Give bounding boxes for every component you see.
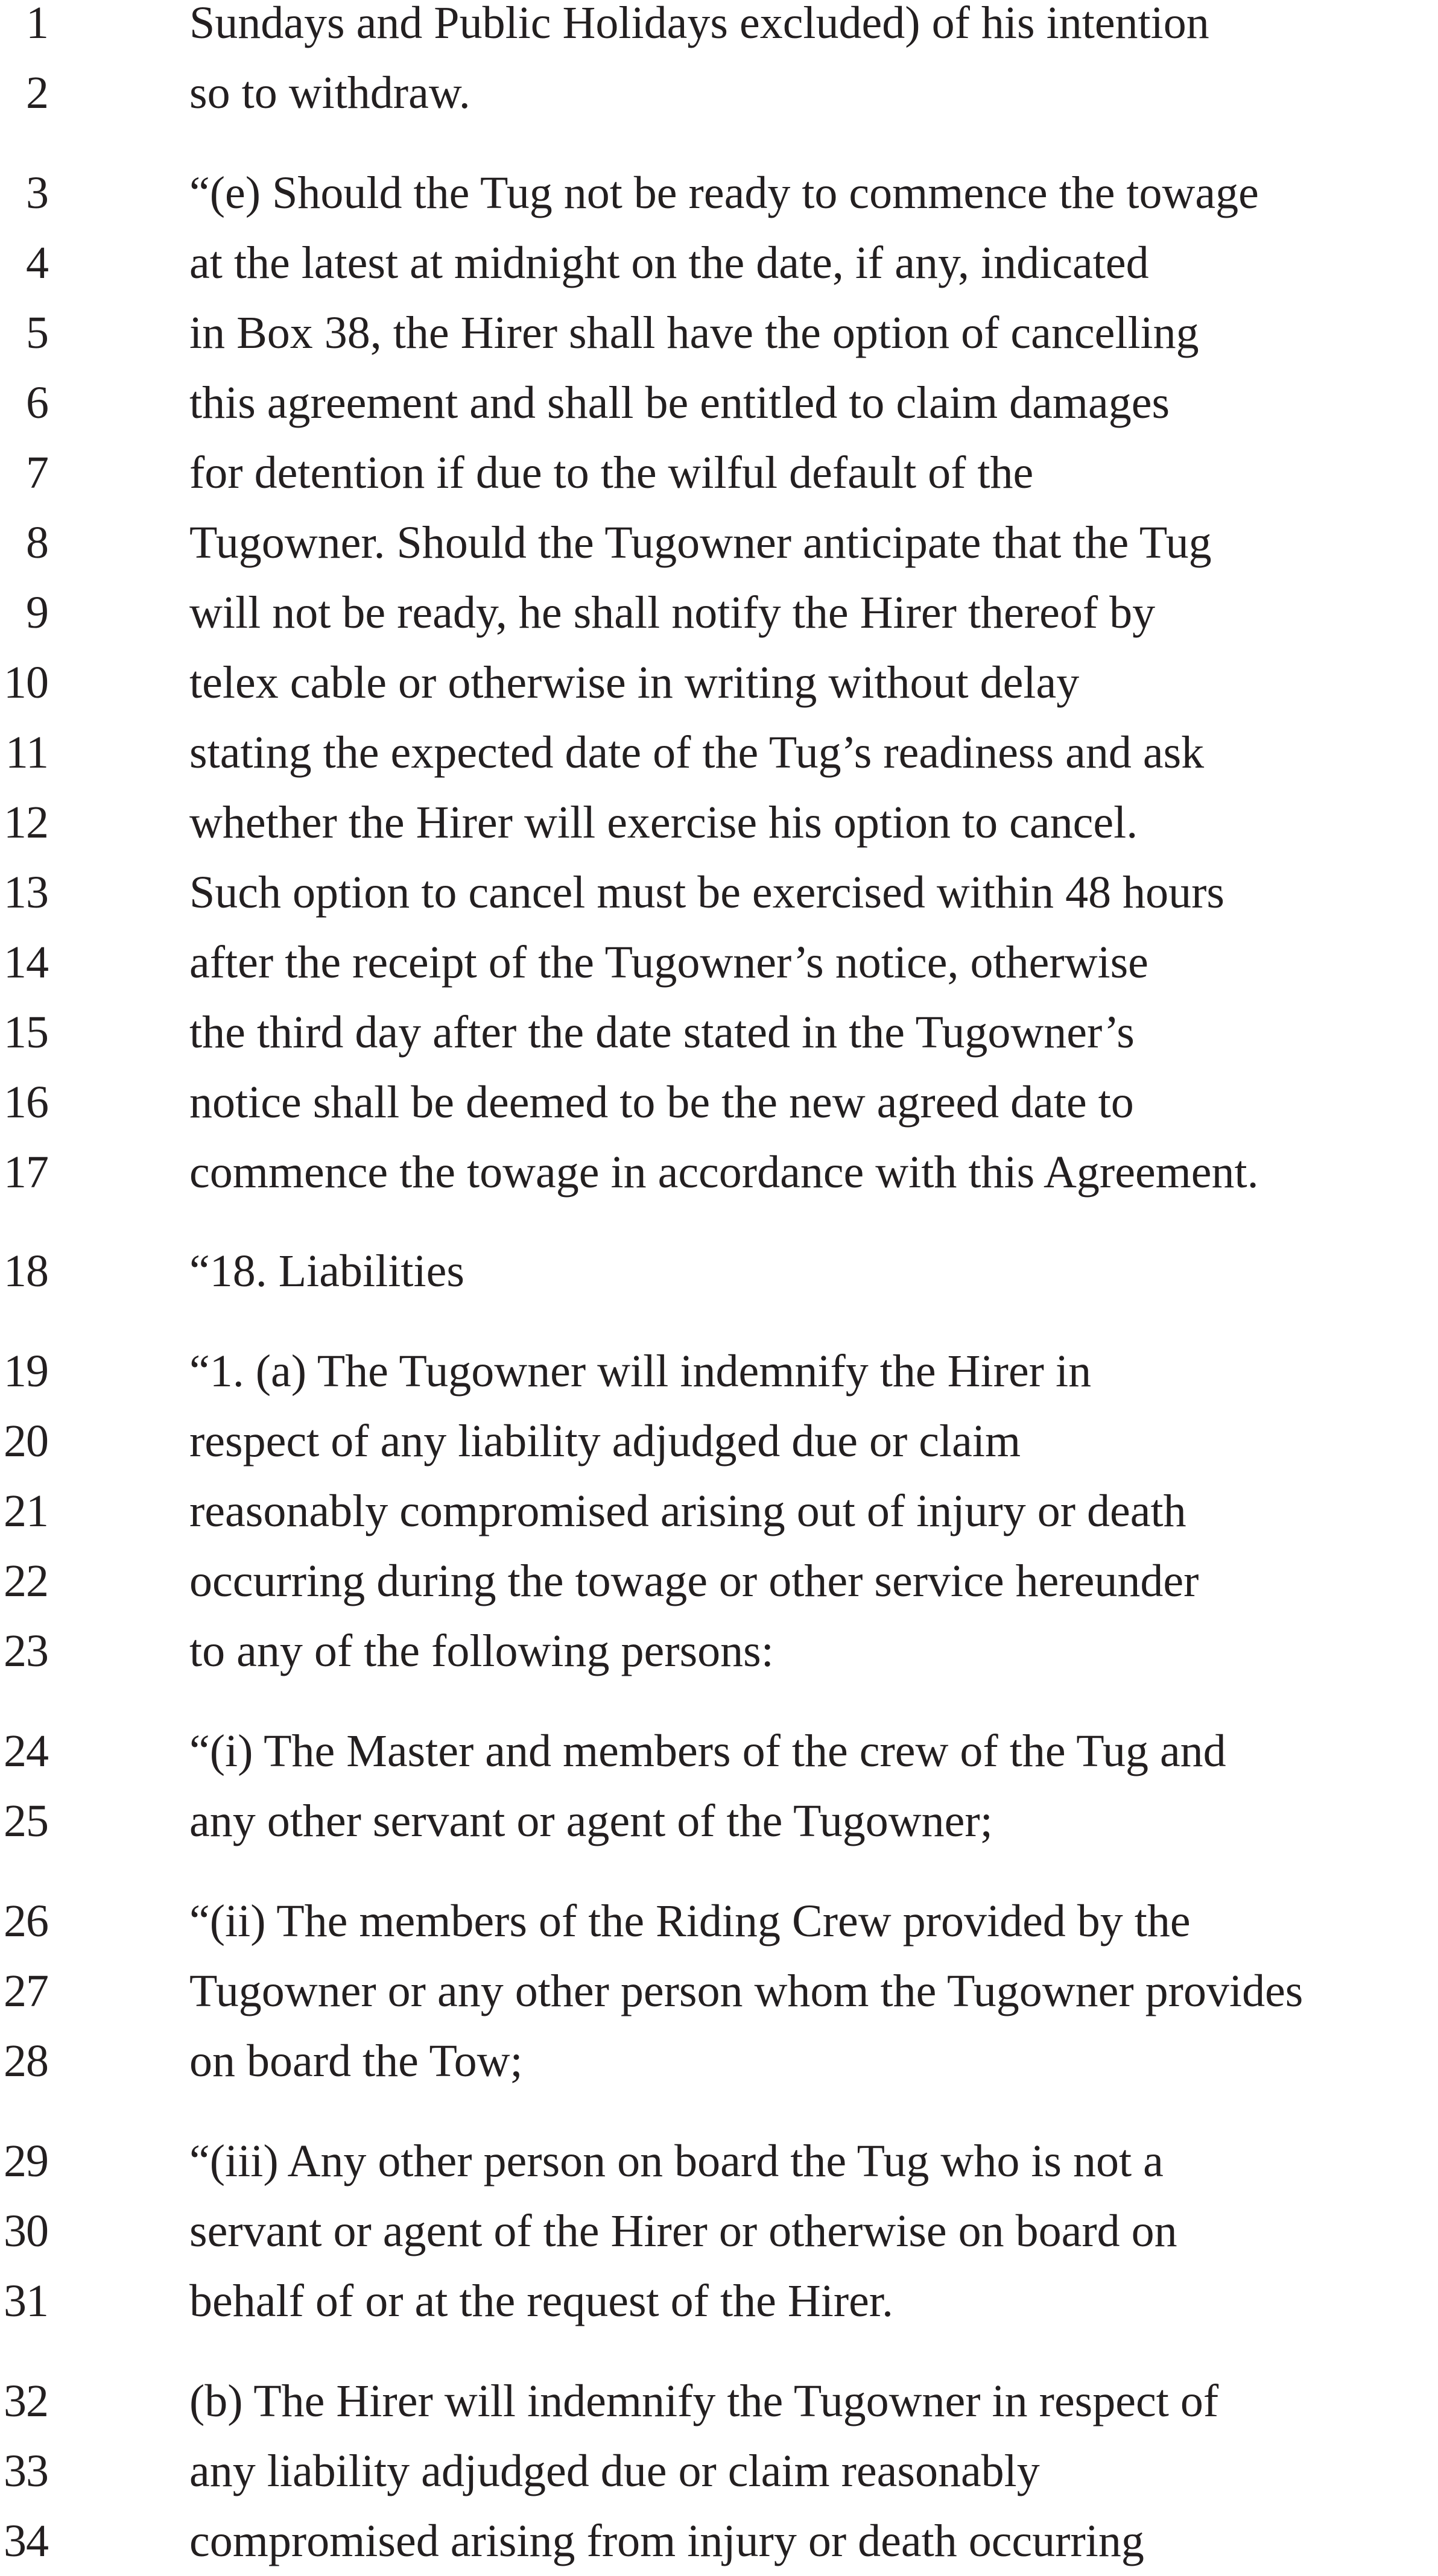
line-text: for detention if due to the wilful default of the bbox=[189, 447, 1034, 498]
line-number: 34 bbox=[4, 2516, 48, 2566]
line-number: 28 bbox=[4, 2036, 48, 2086]
text-line bbox=[0, 1336, 1438, 1406]
line-number: 31 bbox=[4, 2276, 48, 2326]
line-number: 2 bbox=[26, 68, 48, 118]
line-number: 32 bbox=[4, 2376, 48, 2426]
line-number: 9 bbox=[26, 587, 48, 638]
line-number: 17 bbox=[4, 1147, 48, 1198]
line-number: 25 bbox=[4, 1796, 48, 1846]
text-line bbox=[0, 1786, 1438, 1856]
line-number: 3 bbox=[26, 168, 48, 218]
line-number: 11 bbox=[5, 727, 48, 778]
text-line bbox=[0, 2266, 1438, 2336]
text-line bbox=[0, 1886, 1438, 1956]
text-line bbox=[0, 2436, 1438, 2506]
line-text: Such option to cancel must be exercised within 48 hours bbox=[189, 867, 1224, 918]
line-number: 22 bbox=[4, 1556, 48, 1606]
text-line bbox=[0, 368, 1438, 438]
text-line bbox=[0, 2366, 1438, 2436]
text-line bbox=[0, 228, 1438, 298]
line-number: 1 bbox=[26, 0, 48, 48]
line-text: servant or agent of the Hirer or otherwise on board on bbox=[189, 2206, 1177, 2256]
text-line bbox=[0, 578, 1438, 648]
text-line bbox=[0, 857, 1438, 927]
text-line bbox=[0, 1067, 1438, 1137]
text-line bbox=[0, 997, 1438, 1067]
line-text: Tugowner or any other person whom the Tugowner provides bbox=[189, 1966, 1303, 2016]
line-number: 5 bbox=[26, 308, 48, 358]
line-text: whether the Hirer will exercise his option to cancel. bbox=[189, 797, 1138, 848]
line-text: compromised arising from injury or death occurring bbox=[189, 2516, 1144, 2566]
text-line bbox=[0, 1476, 1438, 1546]
line-number: 21 bbox=[4, 1486, 48, 1536]
line-text: telex cable or otherwise in writing without delay bbox=[189, 657, 1080, 708]
line-text: to any of the following persons: bbox=[189, 1626, 774, 1676]
line-number: 16 bbox=[4, 1077, 48, 1128]
line-text: “(i) The Master and members of the crew of the Tug and bbox=[189, 1726, 1226, 1776]
line-text: after the receipt of the Tugowner’s notice, otherwise bbox=[189, 937, 1148, 988]
line-number: 27 bbox=[4, 1966, 48, 2016]
text-line bbox=[0, 1546, 1438, 1616]
line-text: “(ii) The members of the Riding Crew provided by the bbox=[189, 1896, 1191, 1946]
line-text: stating the expected date of the Tug’s readiness and ask bbox=[189, 727, 1205, 778]
text-line bbox=[0, 1137, 1438, 1207]
line-number: 14 bbox=[4, 937, 48, 988]
line-number: 26 bbox=[4, 1896, 48, 1946]
text-line bbox=[0, 927, 1438, 997]
line-text: “(e) Should the Tug not be ready to commence the towage bbox=[189, 168, 1259, 218]
text-line bbox=[0, 1406, 1438, 1476]
line-number: 12 bbox=[4, 797, 48, 848]
line-text: so to withdraw. bbox=[189, 68, 470, 118]
line-number: 29 bbox=[4, 2136, 48, 2186]
line-text: will not be ready, he shall notify the Hirer thereof by bbox=[189, 587, 1156, 638]
line-number: 15 bbox=[4, 1007, 48, 1058]
text-line bbox=[0, 1956, 1438, 2026]
line-text: Sundays and Public Holidays excluded) of his intention bbox=[189, 0, 1209, 48]
line-text: this agreement and shall be entitled to claim damages bbox=[189, 377, 1170, 428]
text-line bbox=[0, 158, 1438, 228]
text-line bbox=[0, 2506, 1438, 2576]
line-text: notice shall be deemed to be the new agreed date to bbox=[189, 1077, 1134, 1128]
line-text: commence the towage in accordance with this Agreement. bbox=[189, 1147, 1259, 1198]
line-text: behalf of or at the request of the Hirer. bbox=[189, 2276, 893, 2326]
line-number: 23 bbox=[4, 1626, 48, 1676]
line-text: “1. (a) The Tugowner will indemnify the Hirer in bbox=[189, 1346, 1092, 1397]
text-line bbox=[0, 1716, 1438, 1786]
text-line bbox=[0, 508, 1438, 578]
line-text: “18. Liabilities bbox=[189, 1246, 464, 1296]
line-number: 20 bbox=[4, 1416, 48, 1466]
line-number: 6 bbox=[26, 377, 48, 428]
line-text: (b) The Hirer will indemnify the Tugowner in respect of bbox=[189, 2376, 1219, 2426]
line-text: at the latest at midnight on the date, if any, indicated bbox=[189, 238, 1149, 288]
line-text: any other servant or agent of the Tugowner; bbox=[189, 1796, 993, 1846]
text-line bbox=[0, 2026, 1438, 2096]
line-number: 7 bbox=[26, 447, 48, 498]
line-text: Tugowner. Should the Tugowner anticipate that the Tug bbox=[189, 517, 1212, 568]
text-line bbox=[0, 298, 1438, 368]
line-text: “(iii) Any other person on board the Tug who is not a bbox=[189, 2136, 1164, 2186]
text-line bbox=[0, 2196, 1438, 2266]
line-number: 33 bbox=[4, 2446, 48, 2496]
line-text: any liability adjudged due or claim reasonably bbox=[189, 2446, 1040, 2496]
line-number: 18 bbox=[4, 1246, 48, 1296]
text-line bbox=[0, 0, 1438, 58]
text-line bbox=[0, 718, 1438, 788]
text-line bbox=[0, 2126, 1438, 2196]
line-number: 24 bbox=[4, 1726, 48, 1776]
line-number: 13 bbox=[4, 867, 48, 918]
text-line bbox=[0, 648, 1438, 718]
line-number: 8 bbox=[26, 517, 48, 568]
line-number: 10 bbox=[4, 657, 48, 708]
line-number: 30 bbox=[4, 2206, 48, 2256]
line-text: in Box 38, the Hirer shall have the option of cancelling bbox=[189, 308, 1199, 358]
line-text: on board the Tow; bbox=[189, 2036, 523, 2086]
line-text: respect of any liability adjudged due or claim bbox=[189, 1416, 1021, 1466]
text-line bbox=[0, 1616, 1438, 1686]
line-number: 19 bbox=[4, 1346, 48, 1397]
text-line bbox=[0, 58, 1438, 128]
text-line bbox=[0, 438, 1438, 508]
line-text: reasonably compromised arising out of injury or death bbox=[189, 1486, 1186, 1536]
line-text: occurring during the towage or other service hereunder bbox=[189, 1556, 1199, 1606]
line-number: 4 bbox=[26, 238, 48, 288]
line-text: the third day after the date stated in the Tugowner’s bbox=[189, 1007, 1135, 1058]
text-line bbox=[0, 1236, 1438, 1306]
text-line bbox=[0, 788, 1438, 857]
